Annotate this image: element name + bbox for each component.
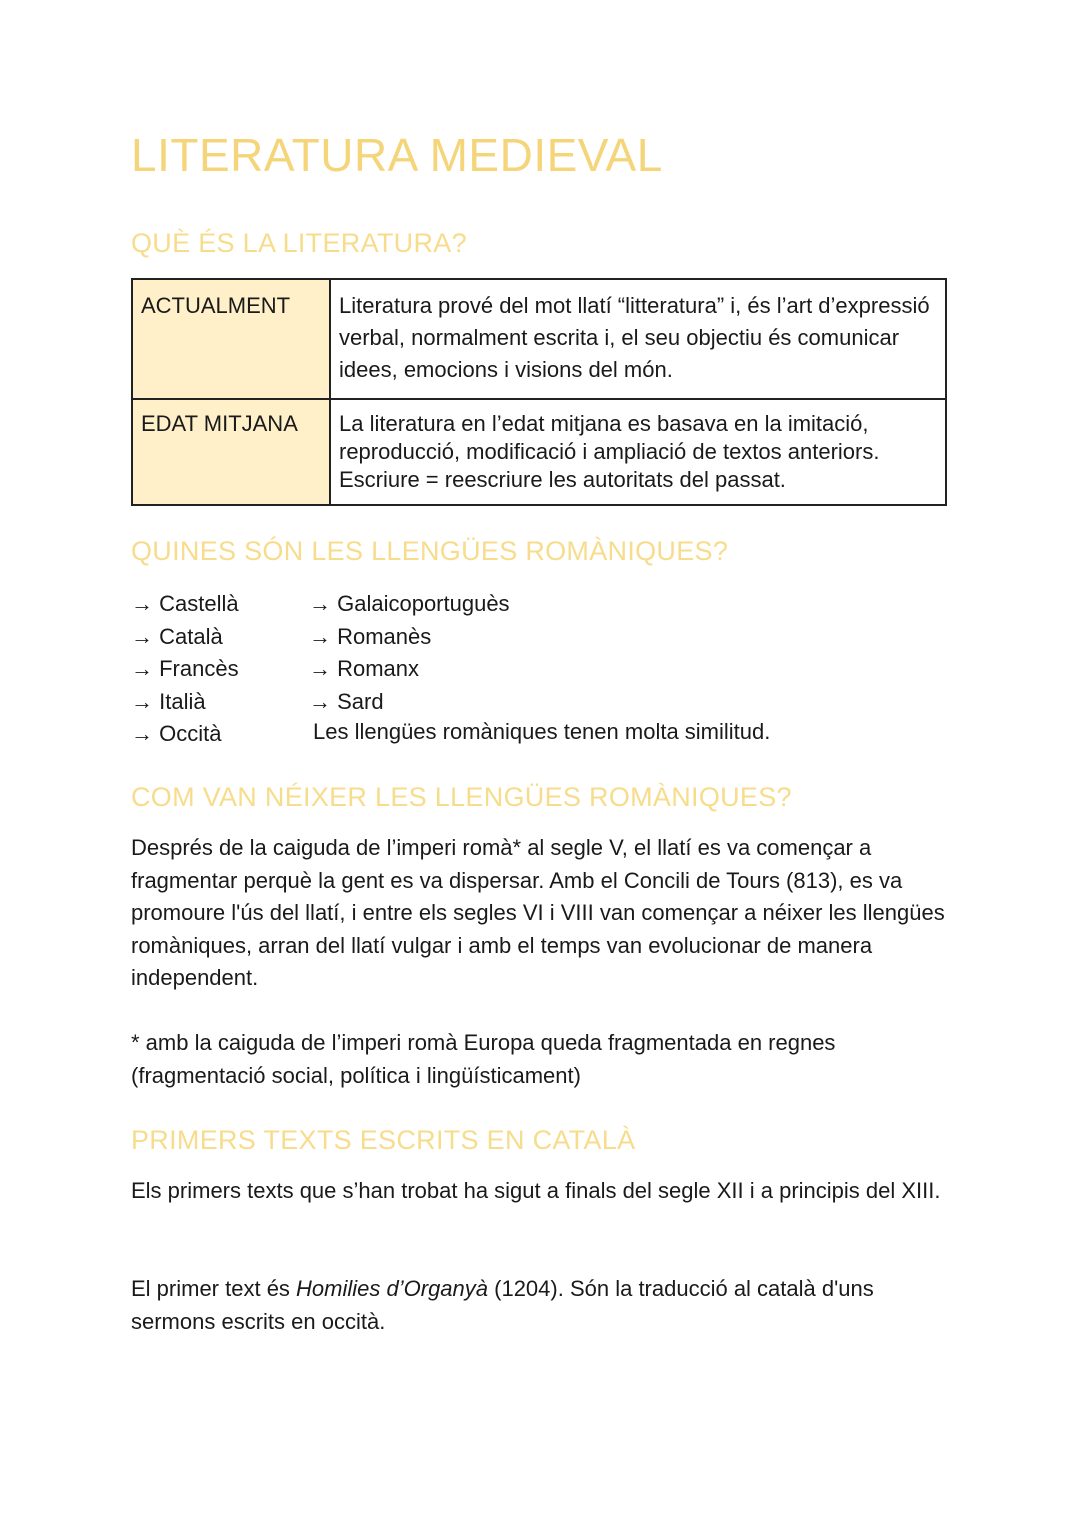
list-item: → Francès <box>131 656 239 681</box>
first-text-intro: El primer text és <box>131 1276 297 1301</box>
list-item: → Galaicoportuguès <box>309 591 510 616</box>
homilies-title: Homilies d’Organyà <box>296 1276 489 1301</box>
table-row-text: La literatura en l’edat mitjana es basava en la imitació, reproducció, modificació i ampliació de textos anteriors. <box>339 411 880 464</box>
table-row-text-emphasis: Escriure = reescriure les autoritats del passat. <box>339 467 786 492</box>
similarity-note: Les llengües romàniques tenen molta similitud. <box>313 719 771 744</box>
table-row <box>132 399 946 505</box>
section-heading-first-texts: PRIMERS TEXTS ESCRITS EN CATALÀ <box>131 1125 636 1155</box>
section-heading-origin: COM VAN NÉIXER LES LLENGÜES ROMÀNIQUES? <box>131 782 792 812</box>
page-title: LITERATURA MEDIEVAL <box>131 129 663 181</box>
language-list-left <box>131 588 239 751</box>
origin-paragraph: Després de la caiguda de l’imperi romà* al segle V, el llatí es va començar a fragmentar perquè la gent es va dispersar. Amb el Concili de Tours (813), es va promoure l'ús del llatí, i entre els segles VI i VIII van començar a néixer les llengües romàniques, arran del llatí vulgar i amb el temps van evolucionar de manera independent. <box>131 835 945 990</box>
origin-footnote: * amb la caiguda de l’imperi romà Europa queda fragmentada en regnes (fragmentació social, política i lingüísticament) <box>131 1030 836 1088</box>
table-row-text-cell <box>330 399 946 505</box>
list-item: → Sard <box>309 688 384 714</box>
section-heading-what-is-literature: QUÈ ÉS LA LITERATURA? <box>131 228 467 258</box>
definitions-table <box>131 278 947 506</box>
list-item: → Occità <box>131 721 222 746</box>
first-texts-paragraph: Els primers texts que s’han trobat ha sigut a finals del segle XII i a principis del XIII. <box>131 1178 941 1203</box>
list-item: → Romanès <box>309 623 432 649</box>
table-row-text: Literatura prové del mot llatí “litteratura” i, és l’art d’expressió verbal, normalment escrita i, el seu objectiu és comunicar idees, emocions i visions del món. <box>330 279 946 399</box>
table-row <box>132 279 946 399</box>
list-item: → Castellà <box>131 591 239 616</box>
language-list-right <box>309 588 510 718</box>
first-text-rest: (1204). Són la traducció al català d'uns sermons escrits en occità. <box>131 1276 874 1334</box>
section-heading-romance-languages: QUINES SÓN LES LLENGÜES ROMÀNIQUES? <box>131 536 729 566</box>
table-row-label: EDAT MITJANA <box>132 399 330 505</box>
first-text-paragraph <box>131 1273 947 1338</box>
list-item: → Italià <box>131 688 206 714</box>
table-row-label: ACTUALMENT <box>132 279 330 399</box>
list-item: → Català <box>131 623 223 649</box>
list-item: → Romanx <box>309 656 420 681</box>
